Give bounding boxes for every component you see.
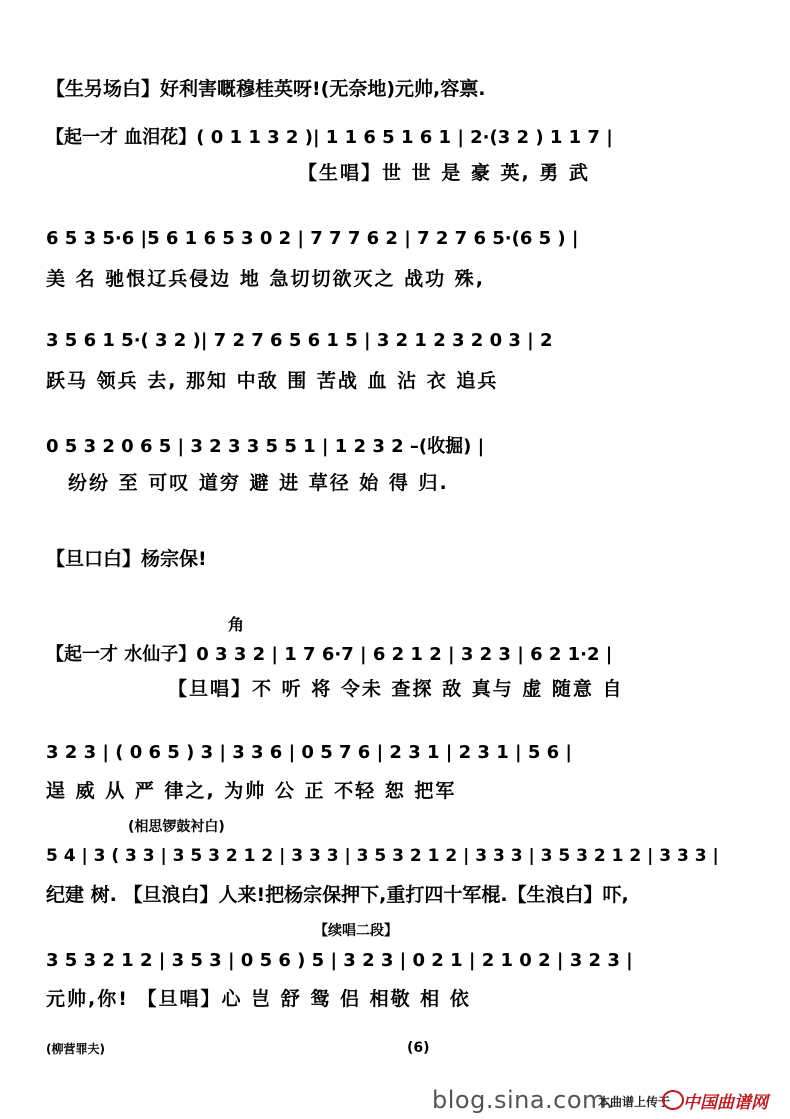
lyric-line-6: 逞 威 从 严 律之, 为帅 公 正 不轻 恕 把军 <box>46 780 457 802</box>
mark-luogu: (相思锣鼓衬白) <box>128 819 225 835</box>
lyric-line-7: 纪建 树. 【旦浪白】人来!把杨宗保押下,重打四十军棍.【生浪白】吓, <box>46 884 629 906</box>
notation-line-3: 3 5 6 1 5·( 3 2 )| 7 2 7 6 5 6 1 5 | 3 2 1 2 3 2 0 3 | 2 <box>46 330 553 351</box>
mark-jiao: 角 <box>228 615 245 634</box>
upload-note: 本曲谱上传于 <box>598 1095 671 1109</box>
site-logo-icon <box>662 1090 684 1110</box>
notation-line-1: 【起一才 血泪花】( 0 1 1 3 2 )| 1 1 6 5 1 6 1 | 2·(3 2 ) 1 1 7 | <box>46 127 613 148</box>
lyric-line-4: 纷纷 至 可叹 道穷 避 进 草径 始 得 归. <box>68 472 449 494</box>
lyric-line-2: 美 名 驰恨辽兵侵边 地 急切切欲灭之 战功 殊, <box>46 268 485 290</box>
lyric-line-5: 【旦唱】不 听 将 令未 查探 敌 真与 虚 随意 自 <box>168 678 624 700</box>
site-logo: 中国曲谱网 <box>683 1093 768 1113</box>
notation-line-2: 6 5 3 5·6 |5 6 1 6 5 3 0 2 | 7 7 7 6 2 | 7 2 7 6 5·(6 5 ) | <box>46 228 579 249</box>
notation-line-6: 3 2 3 | ( 0 6 5 ) 3 | 3 3 6 | 0 5 7 6 | 2 3 1 | 2 3 1 | 5 6 | <box>46 742 573 763</box>
notation-line-5: 【起一才 水仙子】0 3 3 2 | 1 7 6·7 | 6 2 1 2 | 3 2 3 | 6 2 1·2 | <box>46 644 613 665</box>
notation-line-8: 3 5 3 2 1 2 | 3 5 3 | 0 5 6 ) 5 | 3 2 3 | 0 2 1 | 2 1 0 2 | 3 2 3 | <box>46 950 633 971</box>
lyric-line-8: 元帅,你! 【旦唱】心 岂 舒 鸳 侣 相敬 相 依 <box>46 988 471 1010</box>
dialog-line-2: 【旦口白】杨宗保! <box>46 548 207 570</box>
mark-xuchang: 【续唱二段】 <box>314 923 398 939</box>
notation-line-4: 0 5 3 2 0 6 5 | 3 2 3 3 5 5 1 | 1 2 3 2 –(收掘) | <box>46 436 485 457</box>
page-number: (6) <box>407 1040 430 1056</box>
lyric-line-1: 【生唱】世 世 是 豪 英, 勇 武 <box>298 162 590 184</box>
watermark: blog.sina.com. <box>432 1086 615 1114</box>
notation-line-7: 5 4 | 3 ( 3 3 | 3 5 3 2 1 2 | 3 3 3 | 3 5 3 2 1 2 | 3 3 3 | 3 5 3 2 1 2 | 3 3 3 | <box>46 846 719 866</box>
dialog-line-1: 【生另场白】好利害嘅穆桂英呀!(无奈地)元帅,容禀. <box>46 78 486 100</box>
lyric-line-3: 跃马 领兵 去, 那知 中敌 围 苦战 血 沾 衣 追兵 <box>46 370 499 392</box>
footer-author: (柳营罪夫) <box>46 1042 105 1056</box>
